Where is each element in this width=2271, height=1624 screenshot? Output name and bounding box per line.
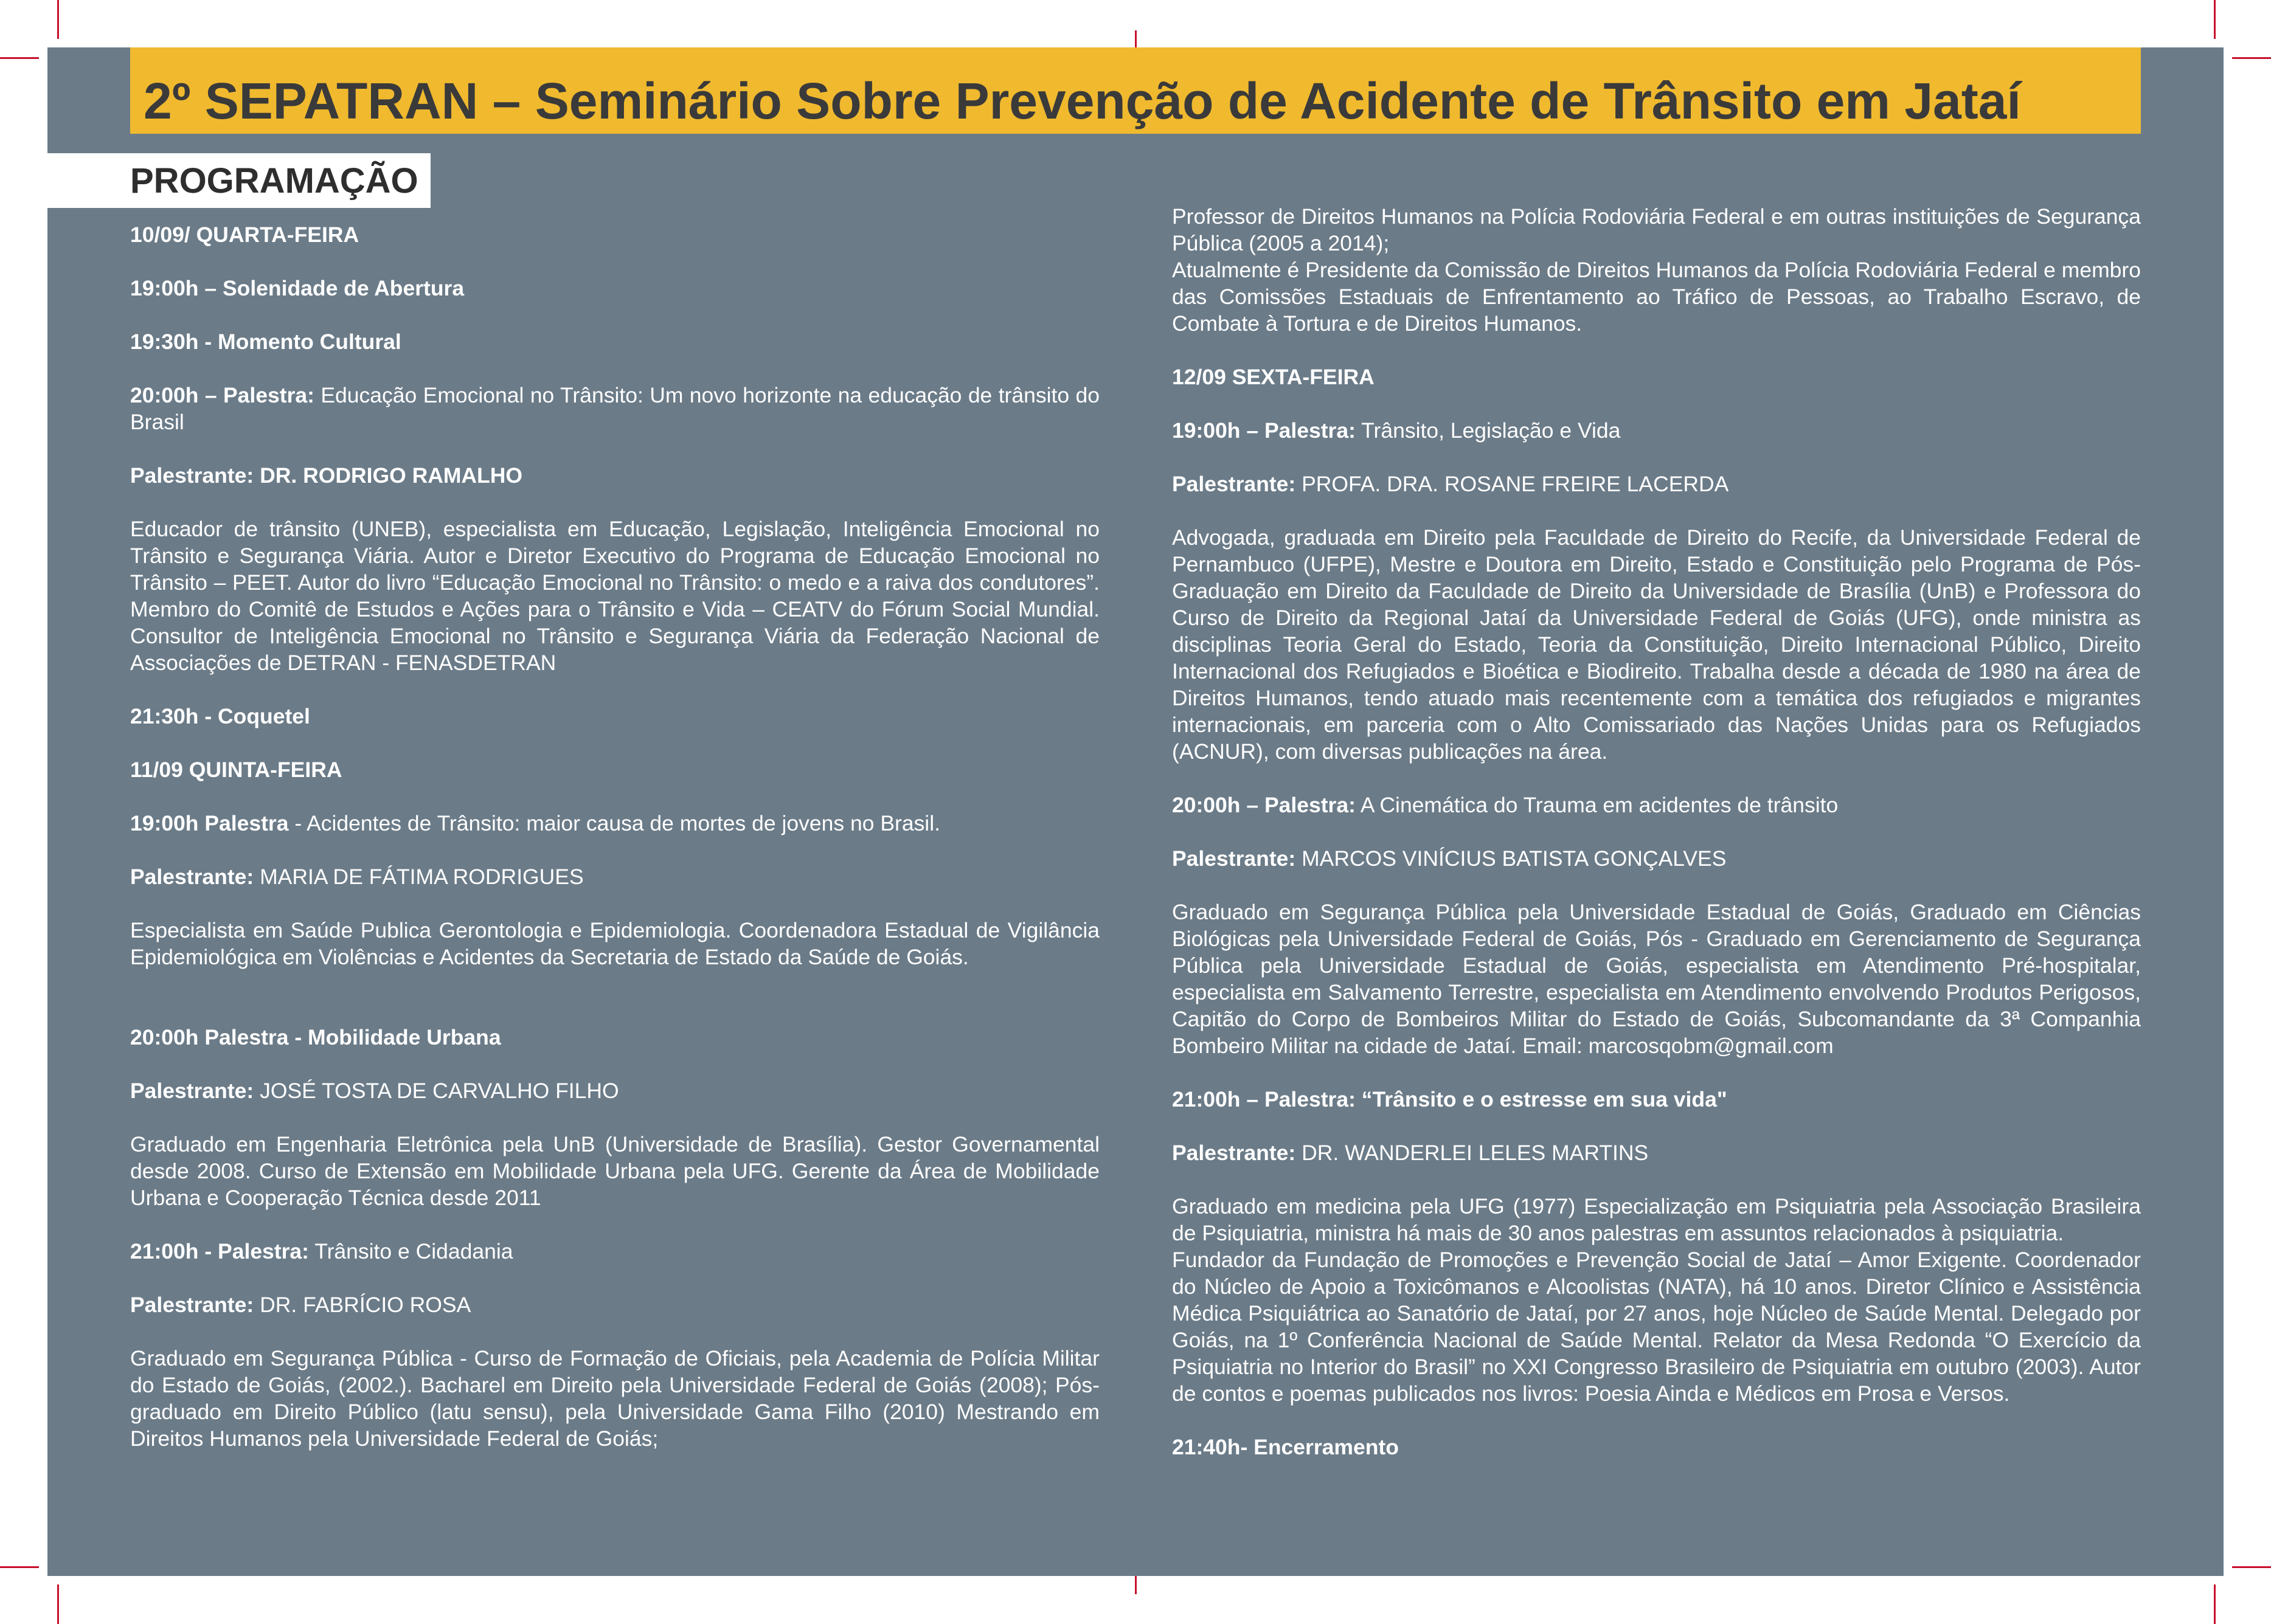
speaker-bio-rosane: Advogada, graduada em Direito pela Faculdade de Direito do Recife, da Universidade Federal de Pernambuco (UFPE), Mestre e Doutora em Direito, Estado e Constituição pelo Programa de Pós-Graduação em Direito da Faculdade de Direito da Universidade de Brasília (UnB) e Professora do Curso de Direito da Regional Jataí da Universidade Federal de Goiás (UFG), onde ministra as disciplinas Teoria Geral do Estado, Teoria da Constituição, Direito Internacional Público, Direito Internacional dos Refugiados e Bioética e Biodireito. Trabalha desde a década de 1980 na área de Direitos Humanos, tendo atuado mais recentemente com a temática dos refugiados e migrantes internacionais, em parceria com o Alto Comissariado das Nações Unidas para os Refugiados (ACNUR), com diversas publicações na área. [1172,525,2141,764]
event-coquetel: 21:30h - Coquetel [130,704,310,728]
event-title: Trânsito, Legislação e Vida [1355,418,1621,443]
program-panel [47,47,2224,1576]
event-time: 20:00h – Palestra: [130,383,314,407]
speaker-bio-fabricio-cont: Professor de Direitos Humanos na Polícia Rodoviária Federal e em outras instituições de Segurança Pública (2005 a 2014); [1172,204,2141,255]
event-title: A Cinemática do Trauma em acidentes de trânsito [1355,793,1839,817]
event-transito-cidadania [130,1238,1100,1265]
event-abertura: 19:00h – Solenidade de Abertura [130,276,465,300]
speaker-rosane-lacerda [1172,471,2141,497]
event-time: 19:00h Palestra [130,811,289,835]
speaker-bio-maria: Especialista em Saúde Publica Gerontologia e Epidemiologia. Coordenadora Estadual de Vigilância Epidemiológica em Violências e Acidentes da Secretaria de Estado da Saúde de Goiás. [130,918,1100,969]
right-column [1172,204,2141,1487]
day-heading-quarta: 10/09/ QUARTA-FEIRA [130,223,359,247]
speaker-bio-fabricio-cont2: Atualmente é Presidente da Comissão de Direitos Humanos da Polícia Rodoviária Federal e membro das Comissões Estaduais de Enfrentamento ao Tráfico de Pessoas, ao Trabalho Escravo, de Combate à Tortura e de Direitos Humanos. [1172,258,2141,336]
speaker-rodrigo-ramalho: Palestrante: DR. RODRIGO RAMALHO [130,463,522,488]
event-encerramento: 21:40h- Encerramento [1172,1435,1399,1459]
speaker-label: Palestrante: [1172,846,1296,871]
event-title: Trânsito e Cidadania [309,1239,513,1263]
section-tab [47,153,431,208]
crop-mark-top-right-h [2232,57,2271,59]
crop-mark-top-left-v [57,0,59,39]
crop-mark-top-left-h [0,57,39,59]
speaker-name: MARCOS VINÍCIUS BATISTA GONÇALVES [1295,846,1727,871]
event-title: Educação Emocional no Trânsito: Um novo horizonte na educação de trânsito do Brasil [130,383,1100,434]
event-educacao-emocional [130,382,1100,435]
left-column [130,221,1100,1452]
day-heading-quinta: 11/09 QUINTA-FEIRA [130,758,342,782]
event-momento-cultural: 19:30h - Momento Cultural [130,330,401,354]
event-title: - Acidentes de Trânsito: maior causa de mortes de jovens no Brasil. [288,811,940,835]
event-time: 21:00h - Palestra: [130,1239,310,1263]
speaker-name: JOSÉ TOSTA DE CARVALHO FILHO [254,1079,619,1103]
day-heading-sexta: 12/09 SEXTA-FEIRA [1172,365,1375,389]
speaker-label: Palestrante: [1172,472,1296,496]
speaker-label: Palestrante: [130,1293,254,1317]
event-acidentes-transito [130,810,1100,837]
speaker-fabricio-rosa [130,1291,1100,1318]
speaker-name: DR. FABRÍCIO ROSA [254,1293,471,1317]
speaker-bio-rodrigo: Educador de trânsito (UNEB), especialista em Educação, Legislação, Inteligência Emocional no Trânsito e Segurança Viária. Autor e Diretor Executivo do Programa de Educação Emocional no Trânsito – PEET. Autor do livro “Educação Emocional no Trânsito: o medo e a raiva dos condutores”. Membro do Comitê de Estudos e Ações para o Trânsito e Vida – CEATV do Fórum Social Mundial. Consultor de Inteligência Emocional no Trânsito e Segurança Viária da Federação Nacional de Associações de DETRAN - FENASDETRAN [130,517,1100,675]
event-transito-estresse: 21:00h – Palestra: “Trânsito e o estresse em sua vida" [1172,1087,1727,1111]
speaker-label: Palestrante: [130,1079,254,1103]
speaker-bio-marcos: Graduado em Segurança Pública pela Universidade Estadual de Goiás, Graduado em Ciências Biológicas pela Universidade Federal de Goiás, Pós - Graduado em Gerenciamento de Segurança Pública pela Universidade Estadual de Goiás, especialista em Atendimento Pré-hospitalar, especialista em Salvamento Terrestre, especialista em Atendimento envolvendo Produtos Perigosos, Capitão do Corpo de Bombeiros Militar do Estado de Goiás, Subcomandante da 3ª Companhia Bombeiro Militar na cidade de Jataí. Email: marcosqobm@gmail.com [1172,900,2141,1058]
crop-mark-top-right-v [2214,0,2216,39]
section-label: PROGRAMAÇÃO [130,161,418,201]
speaker-name: DR. WANDERLEI LELES MARTINS [1295,1141,1649,1165]
event-time: 20:00h – Palestra: [1172,793,1356,817]
speaker-label: Palestrante: [1172,1141,1296,1165]
event-cinematica-trauma [1172,792,2141,818]
crop-mark-bottom-center [1135,1576,1137,1594]
crop-mark-bottom-right-h [2232,1566,2271,1568]
event-mobilidade-urbana: 20:00h Palestra - Mobilidade Urbana [130,1025,501,1049]
event-time: 19:00h – Palestra: [1172,418,1356,443]
crop-mark-bottom-left-h [0,1566,39,1568]
event-transito-legislacao [1172,417,2141,444]
speaker-jose-tosta [130,1077,1100,1104]
speaker-bio-fabricio: Graduado em Segurança Pública - Curso de Formação de Oficiais, pela Academia de Polícia Militar do Estado de Goiás, (2002.). Bacharel em Direito pela Universidade Federal de Goiás (2008); Pós-graduado em Direito Público (latu sensu), pela Universidade Gama Filho (2010) Mestrando em Direitos Humanos pela Universidade Federal de Goiás; [130,1346,1100,1451]
speaker-bio-wanderlei: Graduado em medicina pela UFG (1977) Especialização em Psiquiatria pela Associação Brasileira de Psiquiatria, ministra há mais de 30 anos palestras em assuntos relacionados à psiquiatria. [1172,1194,2141,1245]
speaker-name: PROFA. DRA. ROSANE FREIRE LACERDA [1295,472,1729,496]
speaker-maria-fatima [130,863,1100,890]
speaker-marcos-vinicius [1172,845,2141,872]
title-banner [130,47,2141,134]
crop-mark-bottom-left-v [57,1584,59,1624]
speaker-bio-wanderlei-cont: Fundador da Fundação de Promoções e Prevenção Social de Jataí – Amor Exigente. Coordenador do Núcleo de Apoio a Toxicômanos e Alcoolistas (NATA), há 10 anos. Diretor Clínico e Assistência Médica Psiquiátrica ao Sanatório de Jataí, por 27 anos, hoje Núcleo de Saúde Mental. Delegado por Goiás, na 1º Conferência Nacional de Saúde Mental. Relator da Mesa Redonda “O Exercício da Psiquiatria no Interior do Brasil” no XXI Congresso Brasileiro de Psiquiatria em outubro (2003). Autor de contos e poemas publicados nos livros: Poesia Ainda e Médicos em Prosa e Versos. [1172,1248,2141,1406]
speaker-bio-jose: Graduado em Engenharia Eletrônica pela UnB (Universidade de Brasília). Gestor Governamental desde 2008. Curso de Extensão em Mobilidade Urbana pela UFG. Gerente da Área de Mobilidade Urbana e Cooperação Técnica desde 2011 [130,1132,1100,1210]
crop-mark-bottom-right-v [2214,1584,2216,1624]
speaker-label: Palestrante: [130,865,254,889]
speaker-name: MARIA DE FÁTIMA RODRIGUES [254,865,584,889]
crop-mark-top-center [1135,30,1137,49]
speaker-wanderlei-martins [1172,1139,2141,1166]
page-title: 2º SEPATRAN – Seminário Sobre Prevenção de Acidente de Trânsito em Jataí [144,72,2021,130]
